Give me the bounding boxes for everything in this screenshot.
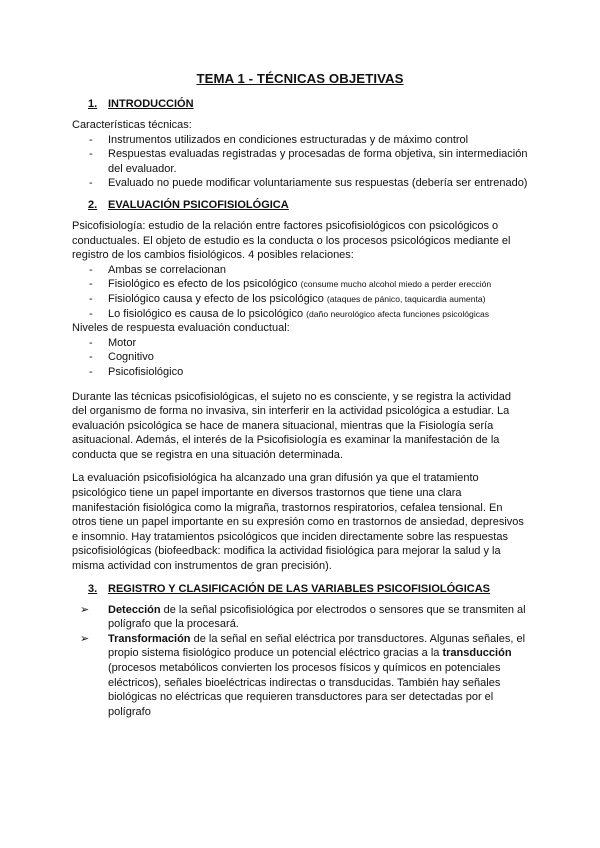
list-item: - Cognitivo [89, 350, 528, 365]
paragraph: Durante las técnicas psicofisiológicas, el sujeto no es consciente, y se registra la actividad del organismo de forma no invasiva, sin interferir en la actividad psicológica a estudiar. La evaluación psicológica se hace de manera situacional, mientras que la Fisiología sería asituacional. Además, el interés de la Psicofisiología es examinar la manifestación de la conducta que se registra en una situación determinada. [72, 390, 512, 461]
list-item: - Motor [89, 336, 528, 351]
list-item: - Respuestas evaluadas registradas y procesadas de forma objetiva, sin intermediación del evaluador. [89, 147, 528, 176]
paragraph: Características técnicas: [72, 119, 192, 131]
section-heading-registro [72, 583, 528, 595]
list-item-text: (procesos metabólicos convierten los procesos físicos y químicos en potenciales eléctricos), señales bioeléctricas indirectas o transducidas. También hay señales biológicas no eléctricas que requieren transductores para ser detectadas por el polígrafo [108, 662, 501, 718]
list-item [89, 277, 528, 292]
section-number: 1. [88, 98, 98, 110]
list-item [80, 603, 528, 632]
arrow-list [72, 603, 528, 720]
relations-list [72, 263, 528, 321]
list-item [89, 307, 528, 322]
list-item-text: de la señal en señal eléctrica por transductores. Algunas señales, el propio sistema fisiológico produce un potencial eléctrico gracias a la [108, 632, 526, 660]
list-item-text: de la señal psicofisiológica por electrodos o sensores que se transmiten al polígrafo que la procesará. [108, 603, 526, 631]
list-item-text: Fisiológico causa y efecto de los psicológico [108, 292, 324, 305]
list-item: - Evaluado no puede modificar voluntariamente sus respuestas (debería ser entrenado) [89, 176, 528, 191]
list-item-note: (ataques de pánico, taquicardia aumenta) [326, 293, 486, 304]
arrow-bullet-icon: ➢ [80, 632, 90, 645]
paragraph: Psicofisiología: estudio de la relación entre factores psicofisiológicos con psicológicos o conductuales. El objeto de estudio es la conducta o los procesos psicológicos mediante el registro de los cambios fisiológicos. 4 posibles relaciones: [72, 219, 511, 262]
bold-term: Detección [108, 603, 161, 616]
section-title: EVALUACIÓN PSICOFISIOLÓGICA [108, 198, 289, 211]
dash-list [72, 133, 528, 191]
list-item [89, 263, 528, 278]
section-number: 3. [88, 582, 98, 595]
bold-term: Transformación [108, 632, 191, 645]
list-item-text: Ambas se correlacionan [108, 263, 227, 276]
list-item-text: Lo fisiológico es causa de lo psicológico [108, 307, 304, 320]
section-title: INTRODUCCIÓN [108, 98, 194, 110]
list-item: - Instrumentos utilizados en condiciones estructuradas y de máximo control [89, 133, 528, 148]
list-item-note: (consume mucho alcohol miedo a perder erección [300, 279, 492, 290]
page-title: TEMA 1 - TÉCNICAS OBJETIVAS [196, 71, 404, 86]
list-item-note: (daño neurológico afecta funciones psicológicas [306, 308, 490, 319]
section-heading-introduccion [72, 98, 528, 110]
section-heading-evaluacion [72, 199, 528, 211]
section-number: 2. [88, 198, 98, 211]
paragraph: La evaluación psicofisiológica ha alcanzado una gran difusión ya que el tratamiento psicológico tiene un papel importante en diversos trastornos que tiene una clara manifestación fisiológica como la migraña, trastornos respiratorios, cefalea tensional. En otros tiene un papel importante en su expresión como en trastornos de ansiedad, depresivos e insomnio. Hay tratamientos psicológicos que inciden directamente sobre las respuestas psicofisiológicas (biofeedback: modifica la actividad fisiológica para mejorar la salud y la misma actividad con instrumentos de gran precisión). [72, 472, 524, 573]
levels-list [72, 336, 528, 380]
list-item [80, 632, 528, 720]
arrow-bullet-icon: ➢ [80, 603, 90, 616]
bold-term: transducción [442, 647, 512, 660]
list-item [89, 292, 528, 307]
list-item: - Psicofisiológico [89, 365, 528, 380]
paragraph: Niveles de respuesta evaluación conductual: [72, 322, 290, 335]
section-title: REGISTRO Y CLASIFICACIÓN DE LAS VARIABLES PSICOFISIOLÓGICAS [108, 582, 490, 595]
list-item-text: Fisiológico es efecto de los psicológico [108, 278, 298, 291]
